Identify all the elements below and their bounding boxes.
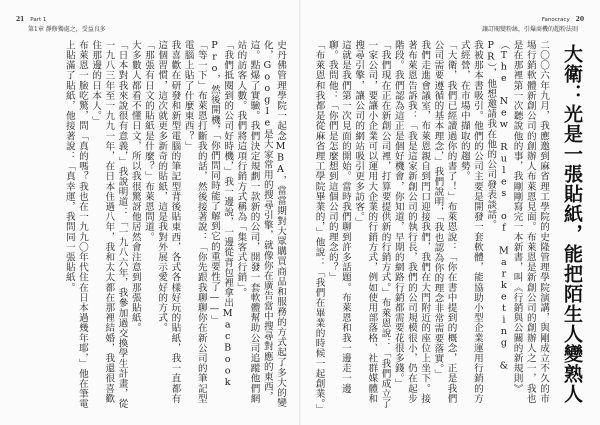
left-page	[0, 0, 299, 425]
book-subtitle: 讓訂閱變粉絲，引爆商機的超粉法則	[481, 26, 578, 33]
left-body-text: 史丹佛管理學院一起念MBA，當當期對大眾購買商品和服務的方式起了多大的變化，Google是大家常用的搜尋引擎，就像你在廣告當中搜尋對應的東西，這。點爆了實驗。我們決定規劃一款新的公司，開發一套軟體幫助公司追蹤他們網站的訪客人數。我們將這項行銷方式稱為「集客式行銷」。 「我們抵閱到的公司好時機，」我一邊說，一邊從背包裡拿出MacBook Pro，然後開機，「你們問同時能了解到它的重要性了——」 「等一下」布萊恩打斷我的話，然後接著說：「你先跟我聊聊你在新公司的筆記型電腦上貼了什麼東西？」 我喜歡在研發和新型電腦的筆記型背後貼東西，各式各樣好玩的貼紙，我一直都有這個習慣，這次就更多新奇的貼紙，這是我對外展示愛好的方式。 「那張有日文的貼紙是什麼？」布萊恩問道。 大多數人都看不懂日文，所以我很驚訝他居然會注意到那張貼紙。 「日本對我來說很有意義，」我說明道：「一九八六年，我參加過交換學生計畫，從一九八三年至一九九一年，在日本住過八年，我和太太都在那裡結婚，我還很喜歡住那邊的日本人。」 布萊恩一臉吃驚，問「真的嗎？我也在一九九〇年代住在日本過幾年耶，」他在筆電上貼滿了貼紙，他接著說：「真幸運，我問同一張貼紙。	[63, 40, 286, 409]
left-chapter-header	[28, 26, 106, 34]
chapter-label: 第1章	[28, 26, 44, 33]
right-page	[301, 0, 600, 425]
book-title: Fanocracy	[541, 17, 570, 23]
section-title: 大衛：光是一張貼紙，能把陌生人變熟人	[561, 44, 583, 404]
right-subtitle-header	[482, 26, 578, 34]
part-label: Part 1	[30, 17, 47, 23]
right-page-number: 20	[575, 16, 584, 23]
left-page-number: 21	[16, 16, 25, 23]
right-page-header	[542, 16, 588, 24]
chapter-title: 靜修獨處之，受益良多	[45, 26, 106, 33]
left-page-header	[12, 16, 46, 24]
right-body-text: 二〇〇六年九月，我應邀到麻省理工學院的史隆管理學院演講，與剛成立不久的市場行銷軟體新創公司的創辦人布萊恩見面。布萊恩是新創公司的創辦人之一，我也是在那裡第一次聽說他的事，我剛剛寫完一本新書，叫《行銷與公關的新規則》（The New Rules of Marketing & PR），他想邀請我在他的公司發表談話。 我被那本書吸引。他們的公司主要是開發一套軟體，能協助小型企業運用行銷的方式經營，在市場中擷取的趨勢。 「大衛，我們已經讀過你的書了！」布萊恩說：「你在書中提到的概念，正是我們公司需要遵循的基本理念，」我們說明，「我也認為你的理念非常需要落實。」 我們走進會議室，布萊恩親自到門口迎接我們，我們在大門附近的座位上坐下。接著布萊恩告訴我：「我是這家新創公司的執行長，我們的公司規模很小，仍在起步階段。我們認為這正是個好機會，你知道，早期的網路行銷都需要花很多錢。」 「我們現在正在新創公司裡，打算要提供新的行銷方式。」布萊恩說：「我們成立了一家公司，要讓小企業可以運用大企業的行銷方式，例如使用部落格、社群媒體和搜尋引擎，讓公司的網站吸引更多訪客。」 這就是我們第一次見面的開始。當時我們聊到許多話題。布萊恩和我一邊走一邊聊。我問他：「你們是怎麼想到這個公司的理念的？」 「布萊恩和我都是從麻省理工學院畢業的，」他說：「我們在畢業的時候一起創業。」	[313, 40, 549, 415]
